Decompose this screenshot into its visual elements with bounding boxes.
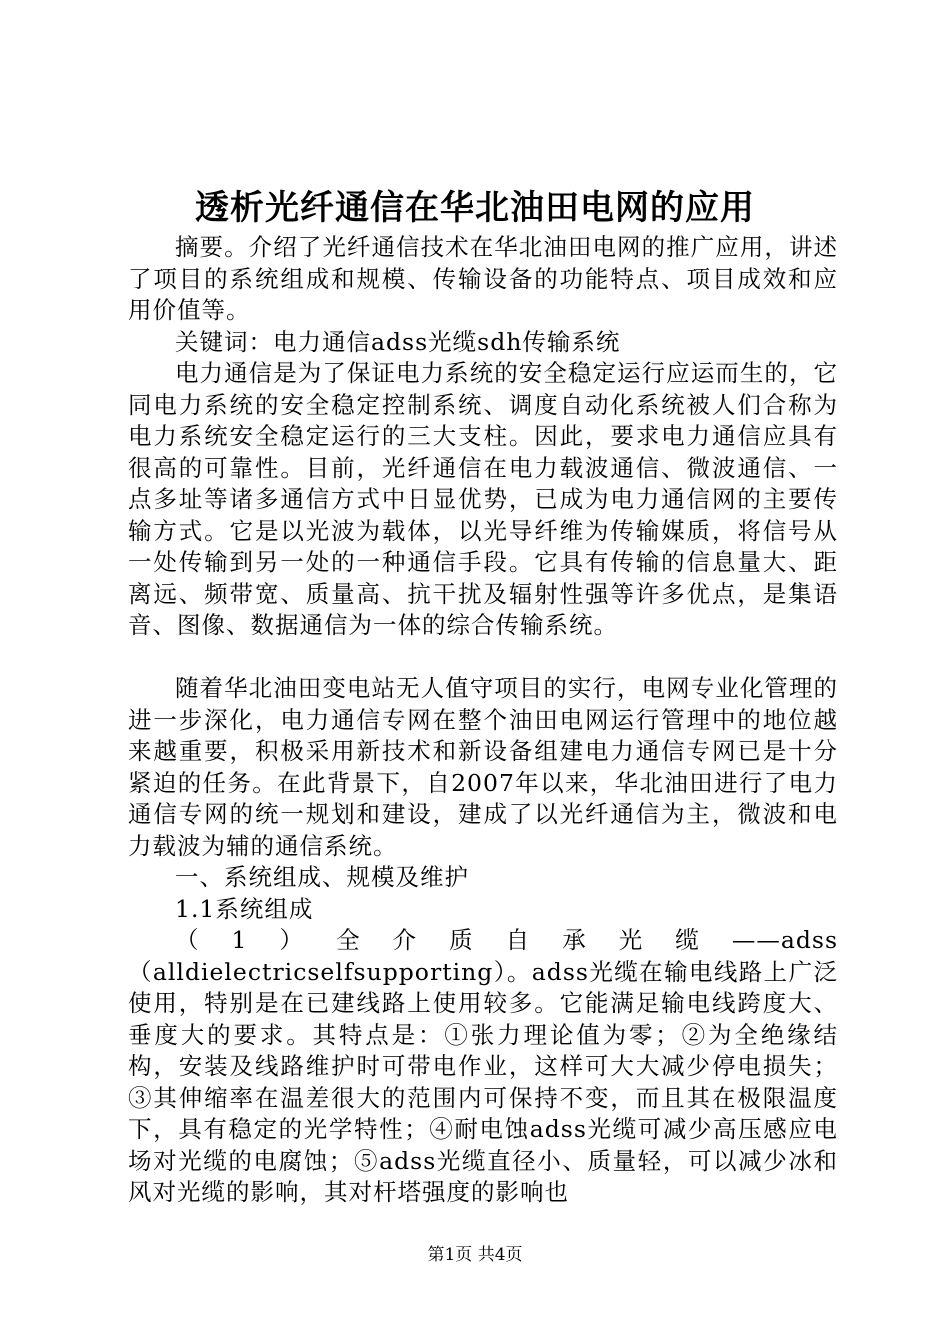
body-paragraph: （1）全介质自承光缆——adss（alldielectricselfsupporting）。adss光缆在输电线路上广泛使用，特别是在已建线路上使用较多。它能满足输电线跨度大、垂度大的要求。其特点是：①张力理论值为零；②为全绝缘结构，安装及线路维护时可带电作业，这样可大大减少停电损失；③其伸缩率在温差很大的范围内可保持不变，而且其在极限温度下，具有稳定的光学特性；④耐电蚀adss光缆可减少高压感应电场对光缆的电腐蚀；⑤adss光缆直径小、质量轻，可以减少冰和风对光缆的影响，其对杆塔强度的影响也 bbox=[128, 926, 838, 1206]
document-body bbox=[128, 232, 838, 1209]
body-paragraph: 电力通信是为了保证电力系统的安全稳定运行应运而生的，它同电力系统的安全稳定控制系统、调度自动化系统被人们合称为电力系统安全稳定运行的三大支柱。因此，要求电力通信应具有很高的可靠性。目前，光纤通信在电力载波通信、微波通信、一点多址等诸多通信方式中日显优势，已成为电力通信网的主要传输方式。它是以光波为载体，以光导纤维为传输媒质，将信号从一处传输到另一处的一种通信手段。它具有传输的信息量大、距离远、频带宽、质量高、抗干扰及辐射性强等许多优点，是集语音、图像、数据通信为一体的综合传输系统。 bbox=[128, 359, 838, 639]
section-heading: 一、系统组成、规模及维护 bbox=[175, 863, 469, 891]
keywords-line: 关键词：电力通信adss光缆sdh传输系统 bbox=[175, 327, 621, 356]
subsection-heading: 1.1系统组成 bbox=[175, 894, 314, 923]
document-title: 透析光纤通信在华北油田电网的应用 bbox=[195, 188, 755, 228]
blank-line bbox=[128, 642, 838, 674]
body-paragraph: 随着华北油田变电站无人值守项目的实行，电网专业化管理的进一步深化，电力通信专网在整个油田电网运行管理中的地位越来越重要，积极采用新技术和新设备组建电力通信专网已是十分紧迫的任务。在此背景下，自2007年以来，华北油田进行了电力通信专网的统一规划和建设，建成了以光纤通信为主，微波和电力载波为辅的通信系统。 bbox=[128, 674, 838, 860]
abstract-paragraph: 摘要。介绍了光纤通信技术在华北油田电网的推广应用，讲述了项目的系统组成和规模、传输设备的功能特点、项目成效和应用价值等。 bbox=[128, 233, 838, 324]
page-footer: 第1页 共4页 bbox=[427, 1245, 523, 1265]
